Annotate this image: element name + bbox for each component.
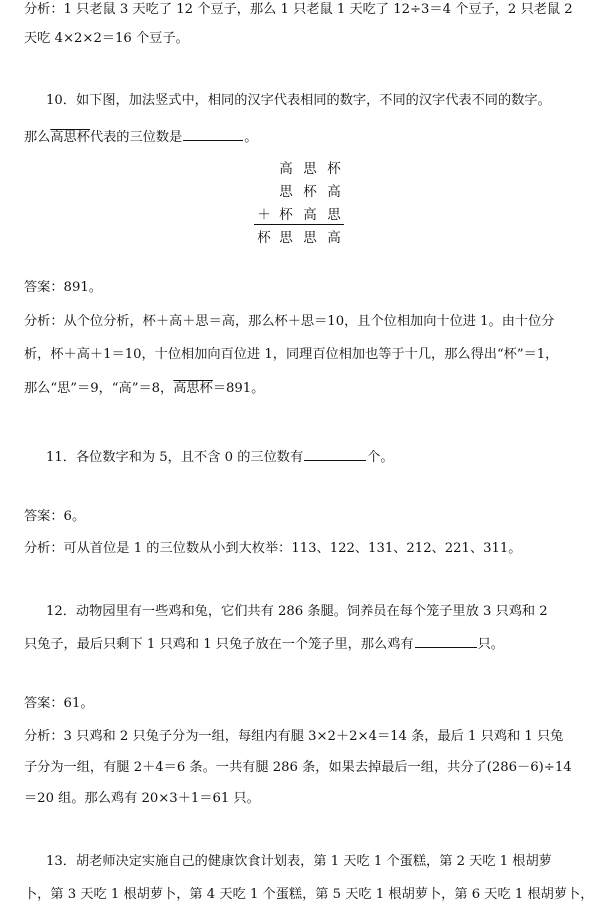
q10-stem-line2 (24, 126, 257, 147)
addition-cell: 思 (279, 230, 293, 246)
q11-stem-end: 个。 (367, 450, 394, 465)
q12-analysis-line2: 子分为一组，有腿 2＋4＝6 条。一共有腿 286 条，如果去掉最后一组，共分了(286－6)÷14 (24, 760, 572, 775)
addition-cell: 杯 (279, 207, 293, 223)
q10-answer-blank (183, 126, 243, 141)
addition-cell: 高 (279, 161, 293, 177)
analysis-mice-line2: 天吃 4×2×2＝16 个豆子。 (24, 31, 189, 46)
addition-cell: 高 (327, 184, 341, 200)
plus-sign: ＋ (257, 207, 271, 223)
q12-stem-end: 只。 (477, 637, 504, 652)
q12-stem-text: 只兔子，最后只剩下 1 只鸡和 1 只兔子放在一个笼子里，那么鸡有 (24, 637, 414, 652)
q11-stem (46, 446, 394, 467)
vertical-addition (254, 158, 344, 250)
q10-stem-line1: 10．如下图，加法竖式中，相同的汉字代表相同的数字，不同的汉字代表不同的数字。 (46, 93, 551, 108)
q10-analysis-prefix: 那么“思”＝9，“高”＝8， (24, 381, 174, 396)
q11-answer: 答案：6。 (24, 509, 86, 524)
q11-analysis: 分析：可从首位是 1 的三位数从小到大枚举：113、122、131、212、221、311。 (24, 541, 522, 556)
addition-cell: 高 (327, 230, 341, 246)
q10-stem-prefix: 那么 (24, 130, 51, 145)
q12-stem-line1: 12．动物园里有一些鸡和兔，它们共有 286 条腿。饲养员在每个笼子里放 3 只鸡和 2 (46, 604, 548, 619)
q13-stem-line1: 13．胡老师决定实施自己的健康饮食计划表，第 1 天吃 1 个蛋糕，第 2 天吃 1 根胡萝 (46, 854, 552, 869)
q11-answer-blank (304, 446, 366, 461)
q11-stem-text: 11．各位数字和为 5，且不含 0 的三位数有 (46, 450, 304, 465)
q10-answer: 答案：891。 (24, 280, 102, 295)
analysis-mice-line1: 分析：1 只老鼠 3 天吃了 12 个豆子，那么 1 只老鼠 1 天吃了 12÷3＝4 个豆子，2 只老鼠 2 (24, 2, 573, 17)
sum-divider-line (254, 224, 344, 225)
q13-stem-line2: 卜，第 3 天吃 1 根胡萝卜，第 4 天吃 1 个蛋糕，第 5 天吃 1 根胡萝卜，第 6 天吃 1 根胡萝卜， (24, 887, 594, 902)
q10-stem-text: 代表的三位数是 (89, 130, 183, 145)
addition-cell: 杯 (327, 161, 341, 177)
q12-answer: 答案：61。 (24, 696, 94, 711)
q12-answer-blank (415, 633, 477, 648)
q10-analysis-line2: 析，杯＋高＋1＝10，十位相加向百位进 1，同理百位相加也等于十几，那么得出“杯”＝1， (24, 347, 559, 362)
addition-cell: 高 (303, 207, 317, 223)
q10-analysis-result: ＝891。 (212, 381, 265, 396)
q10-analysis-line3 (24, 380, 264, 398)
addition-sum-row (254, 227, 344, 250)
q10-analysis-overlined-number: 高思杯 (173, 381, 213, 396)
addition-cell: 杯 (257, 230, 271, 246)
addition-cell: 思 (303, 161, 317, 177)
addition-row-2 (254, 181, 344, 204)
q12-stem-line2 (24, 633, 504, 654)
q12-analysis-line3: ＝20 组。那么鸡有 20×3＋1＝61 只。 (24, 791, 260, 806)
addition-cell: 杯 (303, 184, 317, 200)
addition-row-1 (254, 158, 344, 181)
q10-analysis-line1: 分析：从个位分析，杯＋高＋思＝高，那么杯＋思＝10，且个位相加向十位进 1。由十位分 (24, 314, 555, 329)
addition-cell: 思 (279, 184, 293, 200)
q10-overlined-number: 高思杯 (50, 130, 90, 145)
addition-cell: 思 (327, 207, 341, 223)
addition-cell: 思 (303, 230, 317, 246)
q12-analysis-line1: 分析：3 只鸡和 2 只兔子分为一组，每组内有腿 3×2＋2×4＝14 条，最后 1 只鸡和 1 只兔 (24, 729, 564, 744)
q10-stem-end: 。 (244, 130, 258, 145)
